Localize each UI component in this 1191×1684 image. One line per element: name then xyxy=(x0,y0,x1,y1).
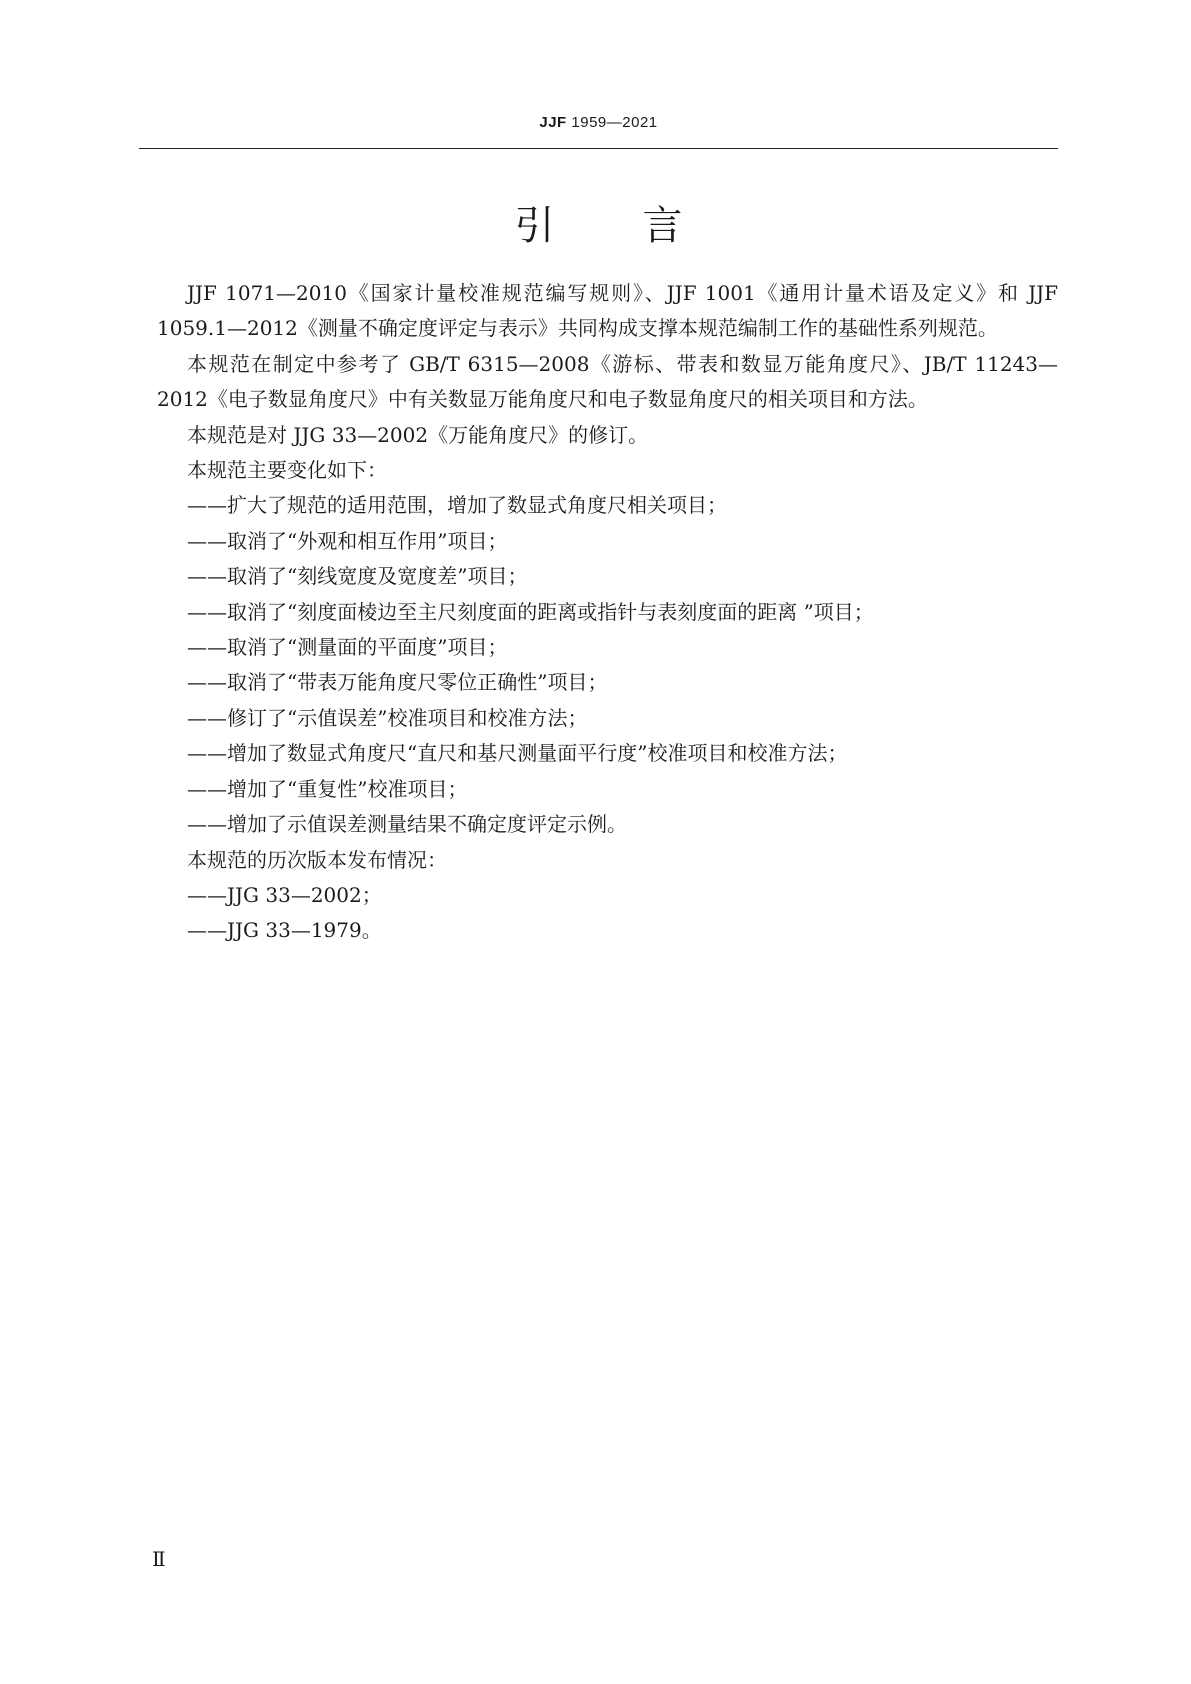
list-item: ——JJG 33—2002； xyxy=(187,882,382,907)
page-number: Ⅱ xyxy=(152,1547,166,1571)
header-divider xyxy=(139,148,1058,149)
list-item: ——取消了“刻度面棱边至主尺刻度面的距离或指针与表刻度面的距离 ”项目； xyxy=(187,599,874,624)
header-code-prefix: JJF xyxy=(539,114,567,131)
list-item: ——取消了“刻线宽度及宽度差”项目； xyxy=(187,564,528,589)
list-item: ——取消了“外观和相互作用”项目； xyxy=(187,528,508,553)
header-code-number: 1959—2021 xyxy=(571,114,658,131)
running-header xyxy=(139,114,1058,131)
list-item: ——取消了“测量面的平面度”项目； xyxy=(187,635,508,660)
paragraph-history-intro: 本规范的历次版本发布情况： xyxy=(187,847,447,872)
list-item: ——增加了示值误差测量结果不确定度评定示例。 xyxy=(187,812,627,837)
list-item: ——增加了数显式角度尺“直尺和基尺测量面平行度”校准项目和校准方法； xyxy=(187,741,848,766)
paragraph-revision: 本规范是对 JJG 33—2002《万能角度尺》的修订。 xyxy=(187,422,649,447)
paragraph-foundation: JJF 1071—2010《国家计量校准规范编写规则》、JJF 1001《通用计量术语及定义》和 JJF 1059.1—2012《测量不确定度评定与表示》共同构成支撑本规范编制工作的基础性系列规范。 xyxy=(157,281,1058,341)
paragraph-references: 本规范在制定中参考了 GB/T 6315—2008《游标、带表和数显万能角度尺》、JB/T 11243—2012《电子数显角度尺》中有关数显万能角度尺和电子数显角度尺的相关项目和方法。 xyxy=(157,351,1058,412)
paragraph-changes-intro: 本规范主要变化如下： xyxy=(187,458,387,483)
list-item: ——JJG 33—1979。 xyxy=(187,918,382,943)
document-body xyxy=(157,276,1058,949)
list-item: ——取消了“带表万能角度尺零位正确性”项目； xyxy=(187,670,608,695)
list-item: ——修订了“示值误差”校准项目和校准方法； xyxy=(187,705,588,730)
history-list xyxy=(157,878,1058,949)
list-item: ——增加了“重复性”校准项目； xyxy=(187,776,468,801)
changes-list xyxy=(157,488,1058,842)
list-item: ——扩大了规范的适用范围，增加了数显式角度尺相关项目； xyxy=(187,493,727,518)
page-title: 引言 xyxy=(514,203,771,249)
